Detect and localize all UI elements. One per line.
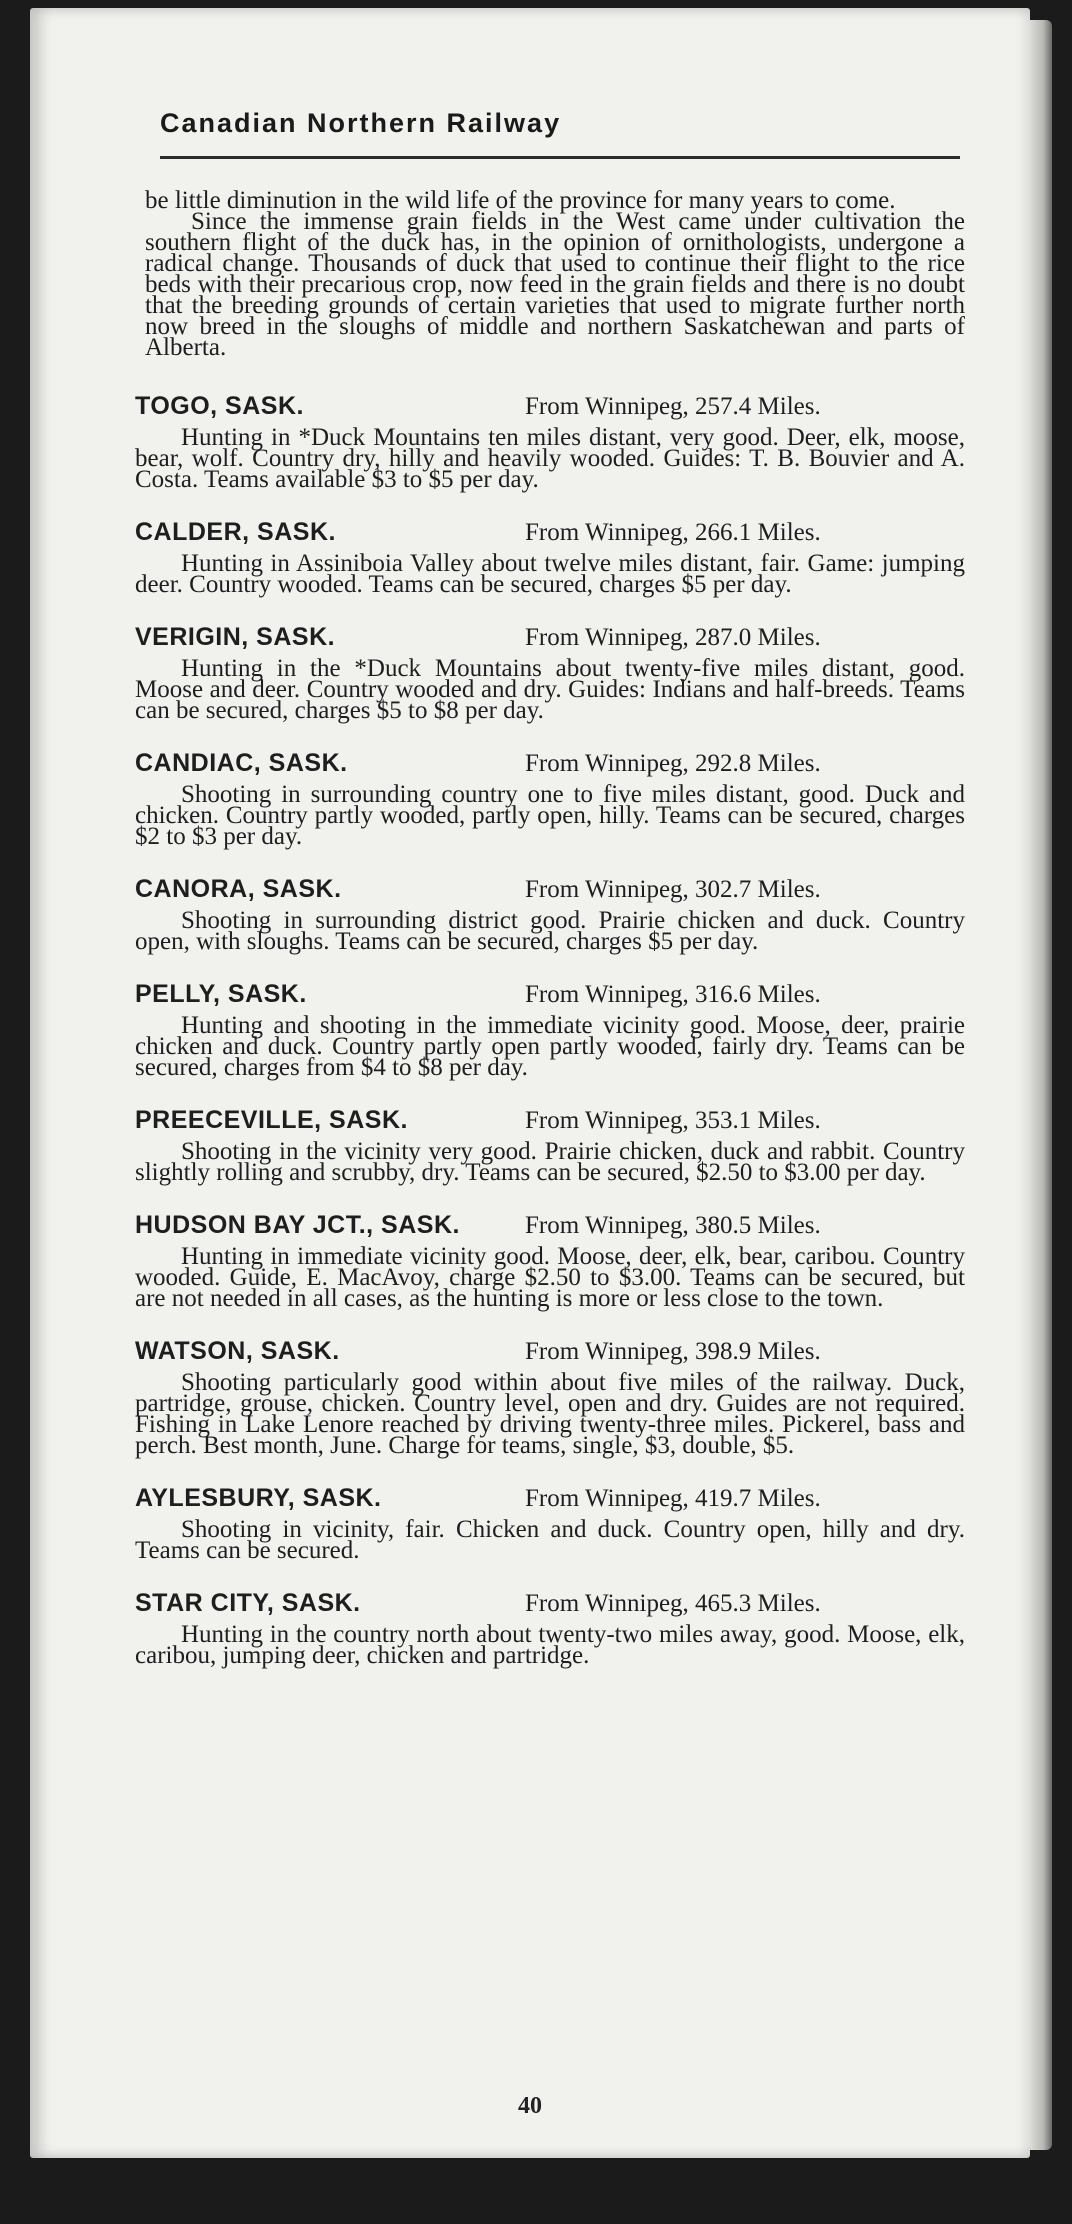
place-name: CALDER, SASK. bbox=[135, 518, 336, 546]
entry-aylesbury bbox=[135, 1484, 965, 1564]
entry-candiac bbox=[135, 749, 965, 850]
intro-section bbox=[135, 187, 965, 361]
page-content bbox=[135, 187, 965, 1694]
place-name: PELLY, SASK. bbox=[135, 980, 307, 1008]
entry-text: Shooting particularly good within about five miles of the railway. Duck, partridge, grouse, chicken. Country level, open and dry. Guides are not required. Fishing in Lake Lenore reached by driving twenty-three miles. Pickerel, bass and perch. Best month, June. Charge for teams, single, $3, double, $5. bbox=[135, 1369, 965, 1459]
entry-hudson-bay-jct bbox=[135, 1211, 965, 1312]
entry-star-city bbox=[135, 1589, 965, 1669]
distance: From Winnipeg, 287.0 Miles. bbox=[525, 624, 821, 651]
intro-paragraph: Since the immense grain fields in the West came under cultivation the southern flight of the duck has, in the opinion of ornithologists, undergone a radical change. Thousands of duck that used to continue their flight to the rice beds with their precarious crop, now feed in the grain fields and there is no doubt that the breeding grounds of certain varieties that used to migrate further north now breed in the sloughs of middle and northern Saskatchewan and parts of Alberta. bbox=[145, 208, 965, 361]
place-name: TOGO, SASK. bbox=[135, 392, 304, 420]
distance: From Winnipeg, 316.6 Miles. bbox=[525, 981, 821, 1008]
entry-togo bbox=[135, 392, 965, 493]
entry-text: Shooting in the vicinity very good. Prairie chicken, duck and rabbit. Country slightly rolling and scrubby, dry. Teams can be secured, $2.50 to $3.00 per day. bbox=[135, 1138, 965, 1186]
running-header: Canadian Northern Railway bbox=[160, 108, 562, 138]
entry-text: Hunting in immediate vicinity good. Moose, deer, elk, bear, caribou. Country wooded. Guide, E. MacAvoy, charge $2.50 to $3.00. Teams can be secured, but are not needed in all cases, as the hunting is more or less close to the town. bbox=[135, 1243, 965, 1312]
distance: From Winnipeg, 398.9 Miles. bbox=[525, 1338, 821, 1365]
entry-text: Hunting in Assiniboia Valley about twelve miles distant, fair. Game: jumping deer. Country wooded. Teams can be secured, charges $5 per day. bbox=[135, 550, 965, 598]
distance: From Winnipeg, 353.1 Miles. bbox=[525, 1107, 821, 1134]
distance: From Winnipeg, 257.4 Miles. bbox=[525, 393, 821, 420]
place-name: AYLESBURY, SASK. bbox=[135, 1484, 382, 1512]
entry-watson bbox=[135, 1337, 965, 1459]
place-name: WATSON, SASK. bbox=[135, 1337, 340, 1365]
distance: From Winnipeg, 266.1 Miles. bbox=[525, 519, 821, 546]
distance: From Winnipeg, 302.7 Miles. bbox=[525, 876, 821, 903]
entry-text: Hunting in *Duck Mountains ten miles distant, very good. Deer, elk, moose, bear, wolf. Country dry, hilly and heavily wooded. Guides: T. B. Bouvier and A. Costa. Teams available $3 to $5 per day. bbox=[135, 424, 965, 493]
header-rule bbox=[160, 156, 960, 159]
place-name: VERIGIN, SASK. bbox=[135, 623, 336, 651]
page-number: 40 bbox=[518, 2093, 542, 2119]
distance: From Winnipeg, 465.3 Miles. bbox=[525, 1590, 821, 1617]
entry-text: Shooting in surrounding district good. Prairie chicken and duck. Country open, with sloughs. Teams can be secured, charges $5 per day. bbox=[135, 907, 965, 955]
place-name: CANORA, SASK. bbox=[135, 875, 342, 903]
distance: From Winnipeg, 292.8 Miles. bbox=[525, 750, 821, 777]
entry-pelly bbox=[135, 980, 965, 1081]
distance: From Winnipeg, 380.5 Miles. bbox=[525, 1212, 821, 1239]
place-name: STAR CITY, SASK. bbox=[135, 1589, 361, 1617]
entry-text: Hunting and shooting in the immediate vicinity good. Moose, deer, prairie chicken and duck. Country partly open partly wooded, fairly dry. Teams can be secured, charges from $4 to $8 per day. bbox=[135, 1012, 965, 1081]
entry-preeceville bbox=[135, 1106, 965, 1186]
page-edge bbox=[1030, 20, 1052, 2150]
place-name: PREECEVILLE, SASK. bbox=[135, 1106, 408, 1134]
entry-text: Shooting in surrounding country one to five miles distant, good. Duck and chicken. Country partly wooded, partly open, hilly. Teams can be secured, charges $2 to $3 per day. bbox=[135, 781, 965, 850]
entry-calder bbox=[135, 518, 965, 598]
entry-text: Hunting in the country north about twenty-two miles away, good. Moose, elk, caribou, jumping deer, chicken and partridge. bbox=[135, 1621, 965, 1669]
place-name: HUDSON BAY JCT., SASK. bbox=[135, 1211, 460, 1239]
document-page bbox=[30, 8, 1030, 2158]
entry-text: Hunting in the *Duck Mountains about twenty-five miles distant, good. Moose and deer. Country wooded and dry. Guides: Indians and half-breeds. Teams can be secured, charges $5 to $8 per day. bbox=[135, 655, 965, 724]
place-name: CANDIAC, SASK. bbox=[135, 749, 348, 777]
entry-text: Shooting in vicinity, fair. Chicken and duck. Country open, hilly and dry. Teams can be secured. bbox=[135, 1516, 965, 1564]
distance: From Winnipeg, 419.7 Miles. bbox=[525, 1485, 821, 1512]
entry-verigin bbox=[135, 623, 965, 724]
entry-canora bbox=[135, 875, 965, 955]
intro-paragraph: be little diminution in the wild life of the province for many years to come. bbox=[145, 187, 896, 214]
